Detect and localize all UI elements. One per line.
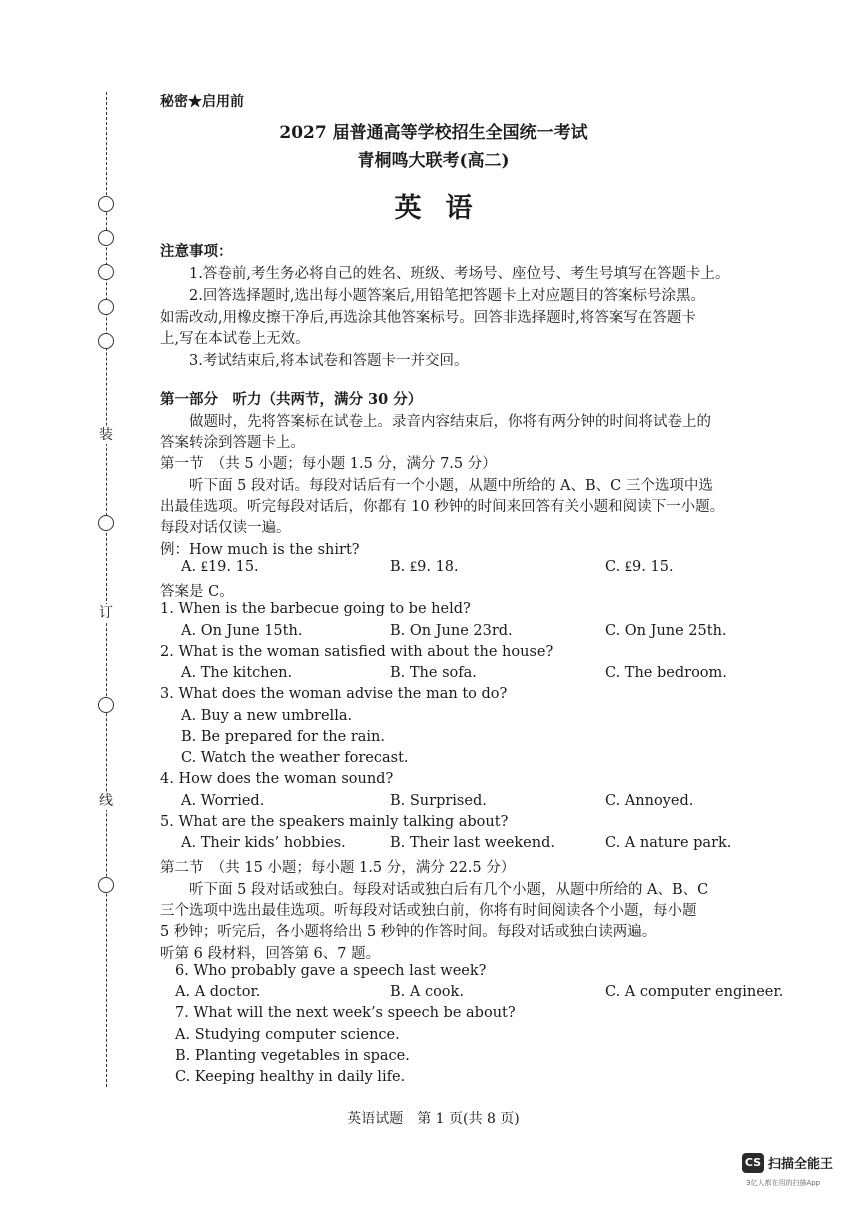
question-2-option-c: C. The bedroom. [605,665,727,681]
binding-label-zhuang: 装 [99,427,113,443]
exam-subtitle: 青桐鸣大联考(高二) [357,151,510,171]
notice-item-2-line-3: 上,写在本试卷上无效。 [160,331,310,347]
part1-intro-line-1: 做题时，先将答案标在试卷上。录音内容结束后，你将有两分钟的时间将试卷上的 [189,414,711,430]
binding-hole [98,230,114,246]
camscanner-logo-icon: CS [742,1153,764,1173]
question-5-option-a: A. Their kids’ hobbies. [181,835,346,851]
question-6: 6. Who probably gave a speech last week? [175,963,487,979]
part1-intro-line-2: 答案转涂到答题卡上。 [160,435,305,451]
page-footer: 英语试题 第 1 页(共 8 页) [347,1111,520,1127]
camscanner-tagline: 3亿人都在用的扫描App [746,1179,821,1187]
question-1: 1. When is the barbecue going to be held? [160,601,471,617]
question-3-option-c: C. Watch the weather forecast. [181,750,409,766]
question-6-option-c: C. A computer engineer. [605,984,784,1000]
question-4-option-c: C. Annoyed. [605,793,694,809]
section2-desc-line-3: 5 秒钟；听完后，各小题将给出 5 秒钟的作答时间。每段对话或独白读两遍。 [160,924,657,940]
question-4: 4. How does the woman sound? [160,771,394,787]
camscanner-name: 扫描全能王 [768,1157,834,1172]
section1-heading: 第一节 （共 5 小题；每小题 1.5 分，满分 7.5 分） [160,456,497,472]
binding-label-xian: 线 [99,793,113,809]
notice-heading: 注意事项： [160,243,233,260]
question-5-option-c: C. A nature park. [605,835,732,851]
question-4-option-a: A. Worried. [181,793,265,809]
question-7-option-b: B. Planting vegetables in space. [175,1048,410,1064]
notice-item-1: 1.答卷前,考生务必将自己的姓名、班级、考场号、座位号、考生号填写在答题卡上。 [189,266,730,282]
confidential-label: 秘密★启用前 [160,94,244,110]
example-option-a: A. ₤19. 15. [181,559,259,575]
question-1-option-b: B. On June 23rd. [390,623,513,639]
exam-title: 2027 届普通高等学校招生全国统一考试 [279,123,588,143]
binding-hole [98,697,114,713]
example-option-c: C. ₤9. 15. [605,559,674,575]
material-6-label: 听第 6 段材料，回答第 6、7 题。 [160,946,381,962]
binding-hole [98,877,114,893]
question-5: 5. What are the speakers mainly talking about? [160,814,509,830]
question-3: 3. What does the woman advise the man to do? [160,686,508,702]
question-6-option-b: B. A cook. [390,984,464,1000]
section1-desc-line-2: 出最佳选项。听完每段对话后，你都有 10 秒钟的时间来回答有关小题和阅读下一小题。 [160,499,725,515]
section2-heading: 第二节 （共 15 小题；每小题 1.5 分，满分 22.5 分） [160,860,516,876]
binding-hole [98,299,114,315]
binding-hole [98,264,114,280]
example-answer: 答案是 C。 [160,584,234,600]
question-2: 2. What is the woman satisfied with about the house? [160,644,554,660]
binding-hole [98,333,114,349]
question-4-option-b: B. Surprised. [390,793,487,809]
question-1-option-c: C. On June 25th. [605,623,727,639]
section1-desc-line-3: 每段对话仅读一遍。 [160,520,291,536]
binding-label-ding: 订 [99,605,113,621]
section2-desc-line-2: 三个选项中选出最佳选项。听每段对话或独白前，你将有时间阅读各个小题，每小题 [160,903,697,919]
question-3-option-a: A. Buy a new umbrella. [181,708,353,724]
section1-desc-line-1: 听下面 5 段对话。每段对话后有一个小题，从题中所给的 A、B、C 三个选项中选 [189,478,713,494]
example-question: 例：How much is the shirt? [160,542,360,558]
section2-desc-line-1: 听下面 5 段对话或独白。每段对话或独白后有几个小题，从题中所给的 A、B、C [189,882,709,898]
question-1-option-a: A. On June 15th. [181,623,303,639]
part1-heading: 第一部分 听力（共两节，满分 30 分） [160,391,423,408]
question-2-option-a: A. The kitchen. [181,665,293,681]
subject-title: 英语 [394,193,497,224]
question-3-option-b: B. Be prepared for the rain. [181,729,385,745]
example-option-b: B. ₤9. 18. [390,559,459,575]
question-7: 7. What will the next week’s speech be about? [175,1005,516,1021]
question-6-option-a: A. A doctor. [175,984,261,1000]
binding-hole [98,515,114,531]
notice-item-2-line-1: 2.回答选择题时,选出每小题答案后,用铅笔把答题卡上对应题目的答案标号涂黑。 [189,288,706,304]
question-7-option-a: A. Studying computer science. [175,1027,400,1043]
question-2-option-b: B. The sofa. [390,665,477,681]
question-7-option-c: C. Keeping healthy in daily life. [175,1069,406,1085]
notice-item-3: 3.考试结束后,将本试卷和答题卡一并交回。 [189,353,469,369]
notice-item-2-line-2: 如需改动,用橡皮擦干净后,再选涂其他答案标号。回答非选择题时,将答案写在答题卡 [160,310,696,326]
question-5-option-b: B. Their last weekend. [390,835,555,851]
